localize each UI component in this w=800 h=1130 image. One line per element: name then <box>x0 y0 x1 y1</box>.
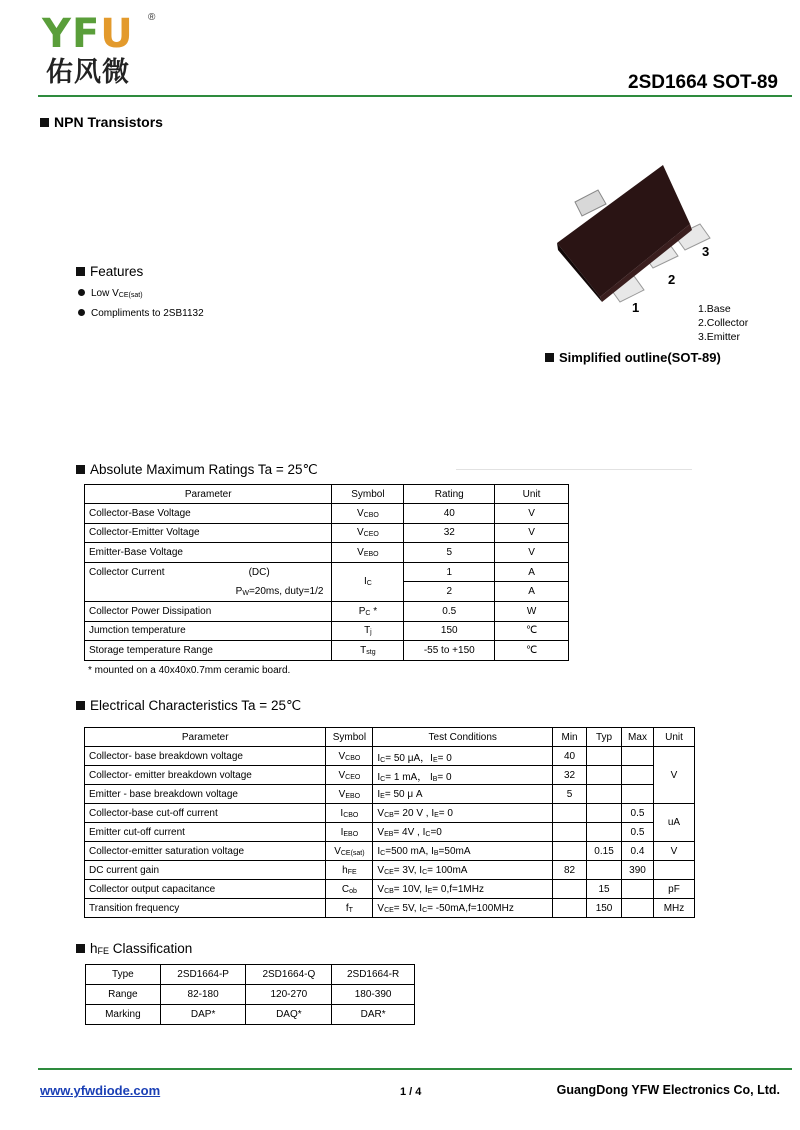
features-heading: Features <box>76 264 143 279</box>
outline-caption: Simplified outline(SOT-89) <box>545 350 721 365</box>
footnote: * mounted on a 40x40x0.7mm ceramic board. <box>88 665 291 676</box>
column-header: Rating <box>404 485 495 504</box>
category-heading: NPN Transistors <box>40 114 163 130</box>
sot89-package-image <box>540 160 730 320</box>
square-bullet-icon <box>76 267 85 276</box>
pin-label: 1 <box>632 300 640 315</box>
table-row: Marking DAP* DAQ* DAR* <box>86 1005 415 1025</box>
feature-item: Low VCE(sat) <box>78 288 143 299</box>
table-row: DC current gain hFE VCE= 3V, IC= 100mA 82 390 <box>85 861 695 880</box>
table-row: Collector-base cut-off current ICBO VCB= 20 V , IE= 0 0.5 uA <box>85 804 695 823</box>
column-header: Unit <box>495 485 569 504</box>
feature-item: Compliments to 2SB1132 <box>78 308 204 319</box>
table-row: Collector- base breakdown voltage VCBO IC= 50 μA，IE= 0 40 V <box>85 747 695 766</box>
elec-heading: Electrical Characteristics Ta = 25℃ <box>76 698 301 714</box>
header-rule <box>38 95 792 97</box>
table-row: Collector output capacitance Cob VCB= 10V, IE= 0,f=1MHz 15 pF <box>85 880 695 899</box>
document-title: 2SD1664 SOT-89 <box>628 72 778 93</box>
table-row: Collector- emitter breakdown voltage VCEO IC= 1 mA， IB= 0 32 <box>85 766 695 785</box>
table-row: Emitter - base breakdown voltage VEBO IE= 50 μ A 5 <box>85 785 695 804</box>
dot-bullet-icon <box>78 289 85 296</box>
logo-letters: YF <box>42 11 101 57</box>
table-row: Storage temperature Range Tstg -55 to +150 ℃ <box>85 641 569 661</box>
square-bullet-icon <box>545 353 554 362</box>
registered-mark: ® <box>148 12 156 23</box>
hfe-table <box>85 964 415 1025</box>
table-row: Type 2SD1664-P 2SD1664-Q 2SD1664-R <box>86 965 415 985</box>
pin-legend: 1.Base 2.Collector 3.Emitter <box>698 303 749 343</box>
square-bullet-icon <box>76 944 85 953</box>
company-name: GuangDong YFW Electronics Co, Ltd. <box>556 1083 780 1097</box>
elec-table: Parameter Symbol Test Conditions Min Typ Max Unit Collector- base breakdown voltage VCBO IC= 50 μA，IE= 0 40 V Collector- emitter breakdown voltage VCEO IC= 1 mA， IB= 0 32 Emitter - base breakdown voltage VEBO IE= 50 μ A 5 Collector-base cut-off current ICBO VCB= 20 V , IE= 0 0.5 uA Emitter cut-off current IEBO VEB= 4V , IC=0 0.5 Collector-emitter saturation voltage VCE(sat) IC=500 mA, IB=50mA 0.15 0.4 V DC current gain hFE VCE= 3V, IC= 100mA 82 390 Collector output capacitance Cob VCB= 10V, IE= 0,f=1MHz 15 pF Transition frequency fT VCE= 5V, IC= -50mA,f=100MHz 150 MHz <box>84 727 695 918</box>
pin-label: 3 <box>702 244 710 259</box>
table-row: Emitter-Base Voltage VEBO 5 V <box>85 543 569 563</box>
website-link[interactable]: www.yfwdiode.com <box>40 1083 161 1098</box>
table-row: Transition frequency fT VCE= 5V, IC= -50mA,f=100MHz 150 MHz <box>85 899 695 918</box>
table-row: Jumction temperature Tj 150 ℃ <box>85 621 569 641</box>
table-row: PW=20ms, duty=1/2 2 A <box>85 582 569 602</box>
footer-rule <box>38 1068 792 1070</box>
page-number: 1 / 4 <box>400 1086 422 1098</box>
abs-max-heading: Absolute Maximum Ratings Ta = 25℃ <box>76 462 318 478</box>
logo-chinese: 佑风微 <box>46 57 130 88</box>
square-bullet-icon <box>76 701 85 710</box>
table-row: Range 82-180 120-270 180-390 <box>86 985 415 1005</box>
divider <box>456 469 692 470</box>
column-header: Symbol <box>332 485 404 504</box>
table-row: Collector-Emitter Voltage VCEO 32 V <box>85 523 569 543</box>
column-header: Parameter <box>85 485 332 504</box>
pin-label: 2 <box>668 272 676 287</box>
table-row: Collector-emitter saturation voltage VCE(sat) IC=500 mA, IB=50mA 0.15 0.4 V <box>85 842 695 861</box>
table-row: Collector Power Dissipation PC * 0.5 W <box>85 601 569 621</box>
table-row: Collector-Base Voltage VCBO 40 V <box>85 504 569 524</box>
logo <box>42 11 134 57</box>
logo-letter-accent: U <box>100 11 134 57</box>
table-row: Emitter cut-off current IEBO VEB= 4V , IC=0 0.5 <box>85 823 695 842</box>
square-bullet-icon <box>76 465 85 474</box>
table-row: Collector Current (DC) IC 1 A <box>85 562 569 582</box>
abs-max-table <box>84 484 569 661</box>
square-bullet-icon <box>40 118 49 127</box>
hfe-heading: hFE Classification <box>76 941 192 956</box>
dot-bullet-icon <box>78 309 85 316</box>
